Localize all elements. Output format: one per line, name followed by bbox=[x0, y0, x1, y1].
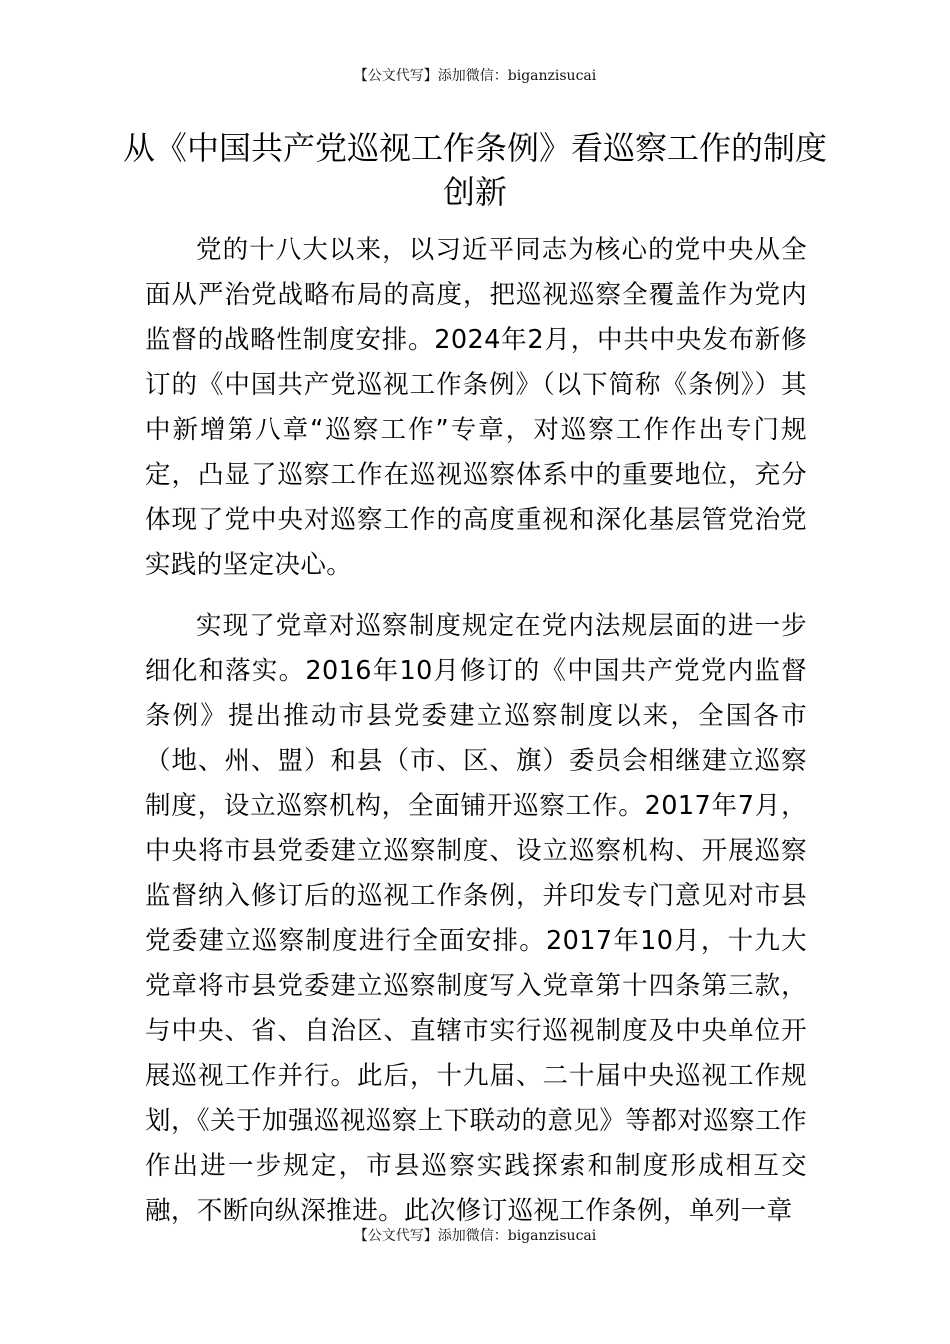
document-body bbox=[145, 228, 807, 1234]
paragraph-2: 实现了党章对巡察制度规定在党内法规层面的进一步细化和落实。2016年10月修订的《中国共产党党内监督条例》提出推动市县党委建立巡察制度以来，全国各市（地、州、盟）和县（市、区、旗）委员会相继建立巡察制度，设立巡察机构，全面铺开巡察工作。2017年7月，中央将市县党委建立巡察制度、设立巡察机构、开展巡察监督纳入修订后的巡视工作条例，并印发专门意见对市县党委建立巡察制度进行全面安排。2017年10月，十九大党章将市县党委建立巡察制度写入党章第十四条第三款，与中央、省、自治区、直辖市实行巡视制度及中央单位开展巡视工作并行。此后，十九届、二十届中央巡视工作规划，《关于加强巡视巡察上下联动的意见》等都对巡察工作作出进一步规定，市县巡察实践探索和制度形成相互交融，不断向纵深推进。此次修订巡视工作条例，单列一章 bbox=[145, 611, 807, 1226]
paragraph-1: 党的十八大以来，以习近平同志为核心的党中央从全面从严治党战略布局的高度，把巡视巡察全覆盖作为党内监督的战略性制度安排。2024年2月，中共中央发布新修订的《中国共产党巡视工作条例》（以下简称《条例》）其中新增第八章“巡察工作”专章，对巡察工作作出专门规定，凸显了巡察工作在巡视巡察体系中的重要地位，充分体现了党中央对巡察工作的高度重视和深化基层管党治党实践的坚定决心。 bbox=[145, 235, 807, 580]
header-watermark-text: 【公文代写】添加微信：biganzisucai bbox=[353, 68, 597, 84]
document-title: 从《中国共产党巡视工作条例》看巡察工作的制度创新 bbox=[122, 129, 827, 211]
footer-watermark-text: 【公文代写】添加微信：biganzisucai bbox=[353, 1228, 597, 1244]
